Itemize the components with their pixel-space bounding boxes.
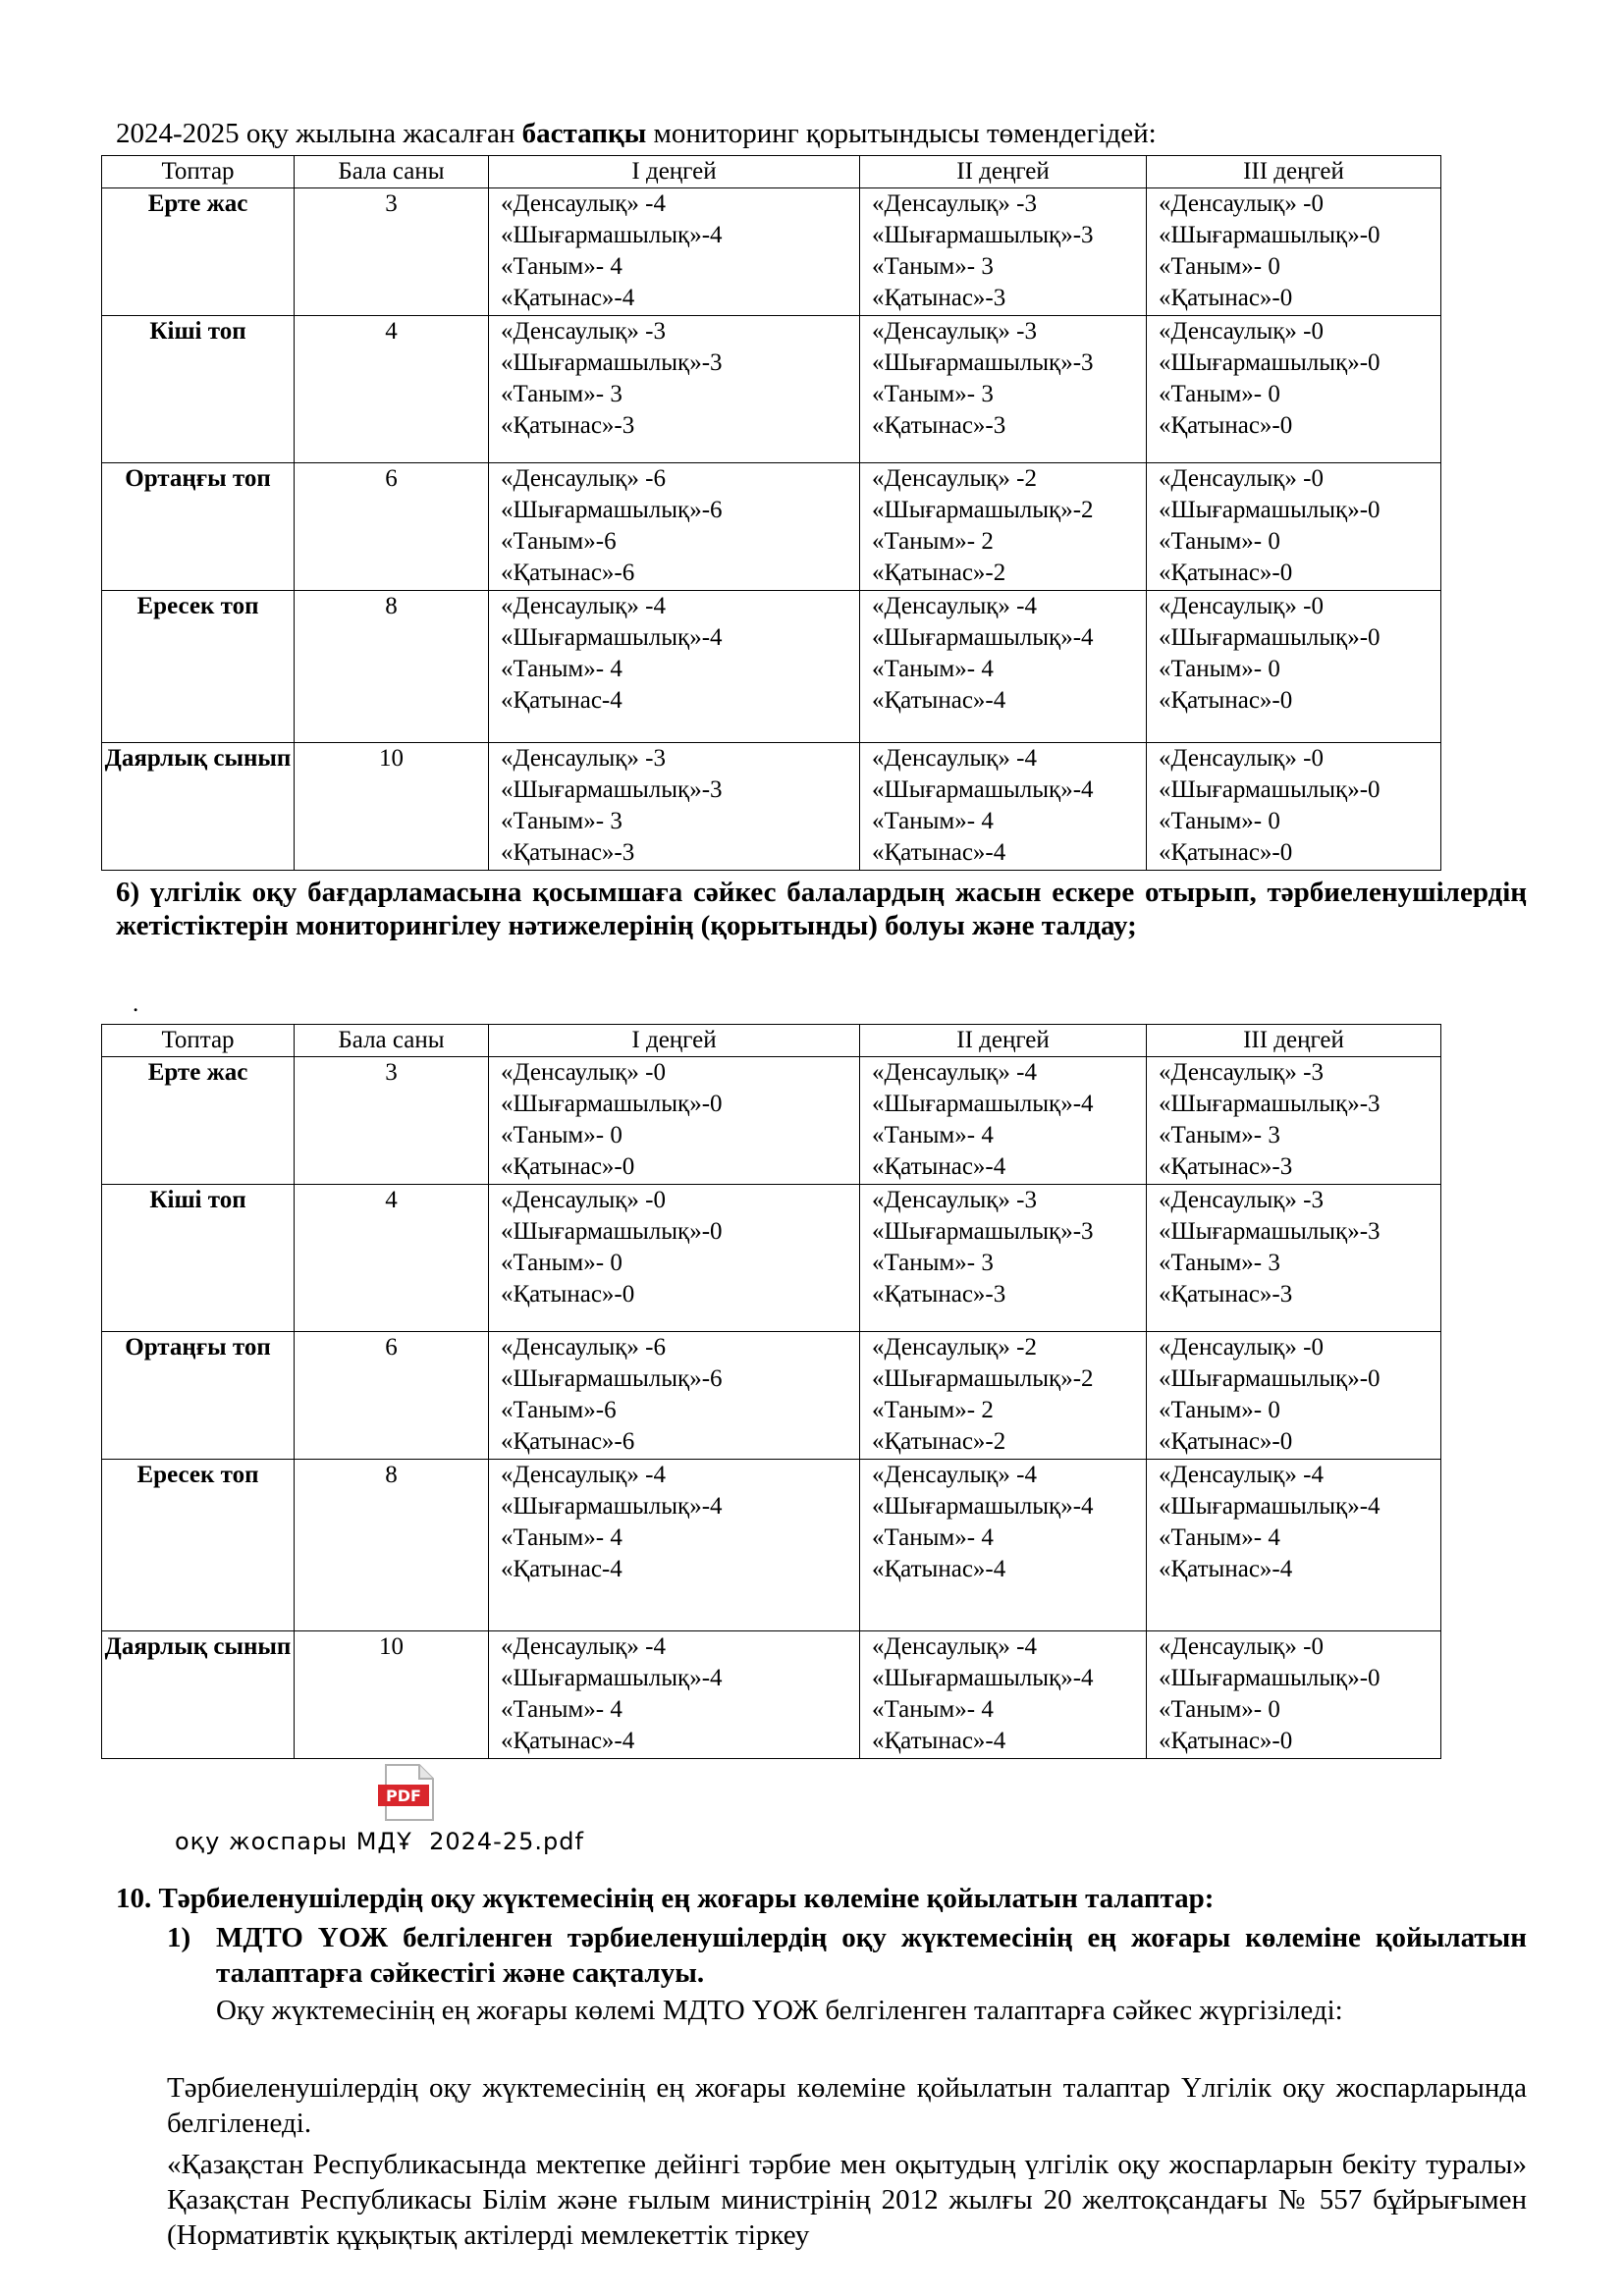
header-level-3: ІІІ деңгей bbox=[1147, 156, 1441, 188]
level-1-cell bbox=[489, 1460, 860, 1631]
level-score-line: «Денсаулық» -2 bbox=[872, 465, 1037, 492]
level-score-line: «Қатынас»-0 bbox=[1159, 1728, 1293, 1754]
pdf-icon-label: PDF bbox=[386, 1787, 421, 1805]
level-3-cell bbox=[1147, 1185, 1441, 1332]
level-score-line: «Таным»- 3 bbox=[1159, 1122, 1280, 1148]
intro-line bbox=[116, 116, 1530, 151]
group-name: Кіші топ bbox=[102, 316, 295, 463]
level-score-line: «Таным»- 3 bbox=[1159, 1250, 1280, 1276]
level-3-cell bbox=[1147, 1332, 1441, 1460]
initial-monitoring-table bbox=[101, 155, 1441, 871]
table-header-row bbox=[102, 156, 1441, 188]
level-score-line: «Денсаулық» -0 bbox=[1159, 190, 1324, 217]
header-groups: Топтар bbox=[102, 1025, 295, 1057]
level-score-line: «Шығармашылық»-0 bbox=[501, 1218, 723, 1245]
section-10-heading: 10. Тәрбиеленушілердің оқу жүктемесінің ең жоғары көлеміне қойылатын талаптар: bbox=[116, 1883, 1215, 1914]
level-score-line: «Қатынас»-4 bbox=[872, 1556, 1006, 1582]
table-row bbox=[102, 1057, 1441, 1185]
level-score-line: «Шығармашылық»-0 bbox=[1159, 776, 1380, 803]
level-score-line: «Шығармашылық»-3 bbox=[501, 776, 723, 803]
table-row bbox=[102, 1631, 1441, 1759]
level-score-line: «Денсаулық» -6 bbox=[501, 465, 666, 492]
level-score-line: «Денсаулық» -0 bbox=[1159, 745, 1324, 772]
level-score-line: «Денсаулық» -2 bbox=[872, 1334, 1037, 1361]
level-score-line: «Таным»- 0 bbox=[1159, 808, 1280, 834]
header-count: Бала саны bbox=[295, 1025, 489, 1057]
level-1-cell bbox=[489, 591, 860, 743]
level-score-line: «Қатынас»-3 bbox=[1159, 1281, 1293, 1308]
level-2-cell bbox=[860, 316, 1147, 463]
level-score-line: «Қатынас»-3 bbox=[1159, 1153, 1293, 1180]
final-monitoring-table bbox=[101, 1024, 1441, 1759]
table-row bbox=[102, 1332, 1441, 1460]
level-score-line: «Шығармашылық»-0 bbox=[501, 1091, 723, 1117]
level-score-line: «Шығармашылық»-4 bbox=[872, 1091, 1094, 1117]
level-1-cell bbox=[489, 1631, 860, 1759]
level-score-line: «Шығармашылық»-2 bbox=[872, 1365, 1094, 1392]
intro-text-bold: бастапқы bbox=[521, 118, 647, 149]
level-score-line: «Денсаулық» -3 bbox=[501, 745, 666, 772]
level-score-line: «Шығармашылық»-0 bbox=[1159, 349, 1380, 376]
level-score-line: «Денсаулық» -4 bbox=[872, 1059, 1037, 1086]
level-score-line: «Қатынас»-6 bbox=[501, 1428, 635, 1455]
level-score-line: «Қатынас»-3 bbox=[501, 412, 635, 439]
level-score-line: «Шығармашылық»-0 bbox=[1159, 1365, 1380, 1392]
level-2-cell bbox=[860, 1631, 1147, 1759]
level-score-line: «Таным»- 4 bbox=[872, 1524, 994, 1551]
level-score-line: «Шығармашылық»-3 bbox=[872, 349, 1094, 376]
table-header-row bbox=[102, 1025, 1441, 1057]
level-score-line: «Таным»- 4 bbox=[501, 1524, 623, 1551]
level-score-line: «Денсаулық» -4 bbox=[501, 1462, 666, 1488]
level-2-cell bbox=[860, 463, 1147, 591]
level-score-line: «Қатынас-4 bbox=[501, 687, 623, 714]
group-name: Ерте жас bbox=[102, 1057, 295, 1185]
header-level-2: ІІ деңгей bbox=[860, 1025, 1147, 1057]
level-score-line: «Қатынас»-3 bbox=[501, 839, 635, 866]
level-score-line: «Қатынас»-0 bbox=[1159, 1428, 1293, 1455]
level-score-line: «Денсаулық» -0 bbox=[1159, 593, 1324, 619]
level-score-line: «Қатынас»-0 bbox=[501, 1153, 635, 1180]
level-score-line: «Таным»- 3 bbox=[872, 1250, 994, 1276]
level-score-line: «Денсаулық» -4 bbox=[1159, 1462, 1324, 1488]
level-score-line: «Денсаулық» -0 bbox=[501, 1059, 666, 1086]
group-name: Кіші топ bbox=[102, 1185, 295, 1332]
level-score-line: «Денсаулық» -4 bbox=[872, 1633, 1037, 1660]
level-score-line: «Таным»- 2 bbox=[872, 528, 994, 555]
level-score-line: «Денсаулық» -4 bbox=[872, 745, 1037, 772]
child-count: 6 bbox=[295, 1332, 489, 1460]
level-score-line: «Таным»- 0 bbox=[1159, 381, 1280, 407]
level-score-line: «Денсаулық» -3 bbox=[501, 318, 666, 345]
level-score-line: «Таным»- 2 bbox=[872, 1397, 994, 1423]
level-score-line: «Таным»- 4 bbox=[872, 656, 994, 682]
level-3-cell bbox=[1147, 1057, 1441, 1185]
header-count: Бала саны bbox=[295, 156, 489, 188]
level-3-cell bbox=[1147, 188, 1441, 316]
level-score-line: «Қатынас»-0 bbox=[1159, 285, 1293, 311]
level-score-line: «Таным»- 0 bbox=[1159, 656, 1280, 682]
level-1-cell bbox=[489, 1057, 860, 1185]
level-score-line: «Шығармашылық»-6 bbox=[501, 1365, 723, 1392]
level-score-line: «Таным»- 4 bbox=[872, 808, 994, 834]
header-level-1: І деңгей bbox=[489, 1025, 860, 1057]
level-score-line: «Таным»- 0 bbox=[501, 1122, 623, 1148]
level-score-line: «Таным»- 3 bbox=[501, 808, 623, 834]
level-score-line: «Қатынас»-2 bbox=[872, 560, 1006, 586]
group-name: Ортаңғы топ bbox=[102, 1332, 295, 1460]
level-score-line: «Қатынас»-0 bbox=[1159, 687, 1293, 714]
child-count: 10 bbox=[295, 1631, 489, 1759]
level-3-cell bbox=[1147, 1631, 1441, 1759]
level-score-line: «Денсаулық» -0 bbox=[1159, 318, 1324, 345]
level-score-line: «Қатынас»-0 bbox=[1159, 560, 1293, 586]
level-score-line: «Таным»- 4 bbox=[872, 1122, 994, 1148]
section-10-item-1 bbox=[167, 1920, 1527, 1991]
level-1-cell bbox=[489, 1185, 860, 1332]
level-score-line: «Қатынас»-0 bbox=[501, 1281, 635, 1308]
table-row bbox=[102, 188, 1441, 316]
level-score-line: «Қатынас»-3 bbox=[872, 1281, 1006, 1308]
level-score-line: «Шығармашылық»-4 bbox=[501, 1493, 723, 1520]
level-score-line: «Таным»- 0 bbox=[1159, 253, 1280, 280]
level-2-cell bbox=[860, 188, 1147, 316]
table-row bbox=[102, 1185, 1441, 1332]
level-3-cell bbox=[1147, 591, 1441, 743]
header-level-1: І деңгей bbox=[489, 156, 860, 188]
level-score-line: «Қатынас»-4 bbox=[872, 1728, 1006, 1754]
group-name: Даярлық сынып bbox=[102, 743, 295, 871]
level-3-cell bbox=[1147, 743, 1441, 871]
level-score-line: «Таным»- 3 bbox=[872, 381, 994, 407]
level-2-cell bbox=[860, 591, 1147, 743]
level-score-line: «Денсаулық» -4 bbox=[872, 1462, 1037, 1488]
child-count: 8 bbox=[295, 1460, 489, 1631]
level-score-line: «Денсаулық» -4 bbox=[501, 1633, 666, 1660]
level-score-line: «Таным»- 0 bbox=[1159, 1696, 1280, 1723]
level-score-line: «Денсаулық» -3 bbox=[1159, 1059, 1324, 1086]
level-score-line: «Шығармашылық»-6 bbox=[501, 497, 723, 523]
intro-text-after: мониторинг қорытындысы төмендегідей: bbox=[646, 118, 1157, 149]
paragraph-3: «Қазақстан Республикасында мектепке дейінгі тәрбие мен оқытудың үлгілік оқу жоспарларын бекіту туралы» Қазақстан Республикасы Білім және ғылым министрінің 2012 жылғы 20 желтоқсандағы № 557 бұйрығымен (Нормативтік құқықтық актілерді мемлекеттік тіркеу bbox=[167, 2149, 1527, 2251]
level-score-line: «Шығармашылық»-4 bbox=[501, 624, 723, 651]
child-count: 10 bbox=[295, 743, 489, 871]
level-score-line: «Шығармашылық»-0 bbox=[1159, 222, 1380, 248]
level-score-line: «Қатынас»-2 bbox=[872, 1428, 1006, 1455]
level-score-line: «Денсаулық» -3 bbox=[872, 1187, 1037, 1213]
level-score-line: «Денсаулық» -0 bbox=[1159, 1633, 1324, 1660]
level-score-line: «Денсаулық» -3 bbox=[1159, 1187, 1324, 1213]
attachment-filename[interactable]: оқу жоспары МДҰ 2024-25.pdf bbox=[175, 1828, 584, 1855]
level-score-line: «Шығармашылық»-3 bbox=[1159, 1218, 1380, 1245]
level-score-line: «Денсаулық» -4 bbox=[872, 593, 1037, 619]
level-score-line: «Шығармашылық»-0 bbox=[1159, 497, 1380, 523]
pdf-file-icon[interactable] bbox=[376, 1763, 439, 1822]
table-row bbox=[102, 463, 1441, 591]
group-name: Ортаңғы топ bbox=[102, 463, 295, 591]
level-score-line: «Таным»- 0 bbox=[501, 1250, 623, 1276]
level-score-line: «Таным»- 3 bbox=[501, 381, 623, 407]
level-score-line: «Денсаулық» -0 bbox=[1159, 1334, 1324, 1361]
level-score-line: «Қатынас»-6 bbox=[501, 560, 635, 586]
child-count: 4 bbox=[295, 316, 489, 463]
level-score-line: «Денсаулық» -3 bbox=[872, 190, 1037, 217]
child-count: 3 bbox=[295, 188, 489, 316]
item-number: 1) bbox=[167, 1922, 191, 1953]
paragraph-1-text: Оқу жүктемесінің ең жоғары көлемі МДТО ҮОЖ белгіленген талаптарға сәйкес жүргізіледі: bbox=[216, 1995, 1343, 2026]
level-score-line: «Қатынас»-4 bbox=[501, 1728, 635, 1754]
level-score-line: «Шығармашылық»-4 bbox=[872, 1493, 1094, 1520]
level-score-line: «Таным»-6 bbox=[501, 1397, 617, 1423]
level-1-cell bbox=[489, 463, 860, 591]
level-score-line: «Шығармашылық»-4 bbox=[501, 222, 723, 248]
level-1-cell bbox=[489, 188, 860, 316]
level-score-line: «Қатынас»-3 bbox=[872, 412, 1006, 439]
level-score-line: «Қатынас»-4 bbox=[872, 687, 1006, 714]
header-level-2: ІІ деңгей bbox=[860, 156, 1147, 188]
level-score-line: «Қатынас»-4 bbox=[872, 1153, 1006, 1180]
level-score-line: «Қатынас»-4 bbox=[501, 285, 635, 311]
table-row bbox=[102, 743, 1441, 871]
child-count: 4 bbox=[295, 1185, 489, 1332]
table-row bbox=[102, 591, 1441, 743]
header-groups: Топтар bbox=[102, 156, 295, 188]
level-score-line: «Шығармашылық»-4 bbox=[872, 776, 1094, 803]
level-score-line: «Денсаулық» -0 bbox=[1159, 465, 1324, 492]
level-score-line: «Шығармашылық»-3 bbox=[872, 222, 1094, 248]
level-score-line: «Таным»- 0 bbox=[1159, 1397, 1280, 1423]
level-score-line: «Таным»- 4 bbox=[872, 1696, 994, 1723]
level-score-line: «Денсаулық» -0 bbox=[501, 1187, 666, 1213]
level-score-line: «Шығармашылық»-3 bbox=[501, 349, 723, 376]
child-count: 8 bbox=[295, 591, 489, 743]
level-score-line: «Шығармашылық»-0 bbox=[1159, 624, 1380, 651]
level-score-line: «Таным»- 4 bbox=[501, 253, 623, 280]
level-2-cell bbox=[860, 1460, 1147, 1631]
level-score-line: «Денсаулық» -3 bbox=[872, 318, 1037, 345]
level-score-line: «Шығармашылық»-4 bbox=[872, 1665, 1094, 1691]
level-score-line: «Қатынас-4 bbox=[501, 1556, 623, 1582]
level-score-line: «Шығармашылық»-3 bbox=[872, 1218, 1094, 1245]
child-count: 3 bbox=[295, 1057, 489, 1185]
paragraph-2: Тәрбиеленушілердің оқу жүктемесінің ең жоғары көлеміне қойылатын талаптар Үлгілік оқу жоспарларында белгіленеді. bbox=[167, 2072, 1527, 2139]
level-score-line: «Қатынас»-0 bbox=[1159, 839, 1293, 866]
header-level-3: ІІІ деңгей bbox=[1147, 1025, 1441, 1057]
level-score-line: «Таным»-6 bbox=[501, 528, 617, 555]
level-score-line: «Қатынас»-4 bbox=[872, 839, 1006, 866]
group-name: Ерте жас bbox=[102, 188, 295, 316]
level-2-cell bbox=[860, 1057, 1147, 1185]
group-name: Ересек топ bbox=[102, 1460, 295, 1631]
level-score-line: «Таным»- 4 bbox=[501, 1696, 623, 1723]
level-score-line: «Шығармашылық»-0 bbox=[1159, 1665, 1380, 1691]
level-1-cell bbox=[489, 743, 860, 871]
level-score-line: «Таным»- 3 bbox=[872, 253, 994, 280]
level-score-line: «Денсаулық» -6 bbox=[501, 1334, 666, 1361]
level-score-line: «Таным»- 0 bbox=[1159, 528, 1280, 555]
level-score-line: «Таным»- 4 bbox=[501, 656, 623, 682]
level-score-line: «Шығармашылық»-3 bbox=[1159, 1091, 1380, 1117]
section-6-heading: 6) үлгілік оқу бағдарламасына қосымшаға сәйкес балалардың жасын ескере отырып, тәрбиеленушілердің жетістіктерін мониторингілеу нәтижелерінің (қорытынды) болуы және талдау; bbox=[116, 877, 1527, 941]
group-name: Ересек топ bbox=[102, 591, 295, 743]
table-row bbox=[102, 316, 1441, 463]
level-1-cell bbox=[489, 316, 860, 463]
child-count: 6 bbox=[295, 463, 489, 591]
level-score-line: «Қатынас»-4 bbox=[1159, 1556, 1293, 1582]
level-score-line: «Шығармашылық»-2 bbox=[872, 497, 1094, 523]
level-2-cell bbox=[860, 743, 1147, 871]
stray-dot: . bbox=[133, 990, 139, 1017]
level-3-cell bbox=[1147, 316, 1441, 463]
paragraph-1 bbox=[216, 1993, 1527, 2028]
group-name: Даярлық сынып bbox=[102, 1631, 295, 1759]
intro-text-before: 2024-2025 оқу жылына жасалған bbox=[116, 118, 522, 149]
level-2-cell bbox=[860, 1185, 1147, 1332]
level-score-line: «Шығармашылық»-4 bbox=[872, 624, 1094, 651]
level-score-line: «Қатынас»-3 bbox=[872, 285, 1006, 311]
level-score-line: «Таным»- 4 bbox=[1159, 1524, 1280, 1551]
level-score-line: «Денсаулық» -4 bbox=[501, 190, 666, 217]
level-3-cell bbox=[1147, 1460, 1441, 1631]
table-row bbox=[102, 1460, 1441, 1631]
level-2-cell bbox=[860, 1332, 1147, 1460]
level-score-line: «Денсаулық» -4 bbox=[501, 593, 666, 619]
level-1-cell bbox=[489, 1332, 860, 1460]
level-score-line: «Қатынас»-0 bbox=[1159, 412, 1293, 439]
item-text: МДТО ҮОЖ белгіленген тәрбиеленушілердің оқу жүктемесінің ең жоғары көлеміне қойылатын талаптарға сәйкестігі және сақталуы. bbox=[216, 1922, 1527, 1989]
level-score-line: «Шығармашылық»-4 bbox=[1159, 1493, 1380, 1520]
level-3-cell bbox=[1147, 463, 1441, 591]
level-score-line: «Шығармашылық»-4 bbox=[501, 1665, 723, 1691]
